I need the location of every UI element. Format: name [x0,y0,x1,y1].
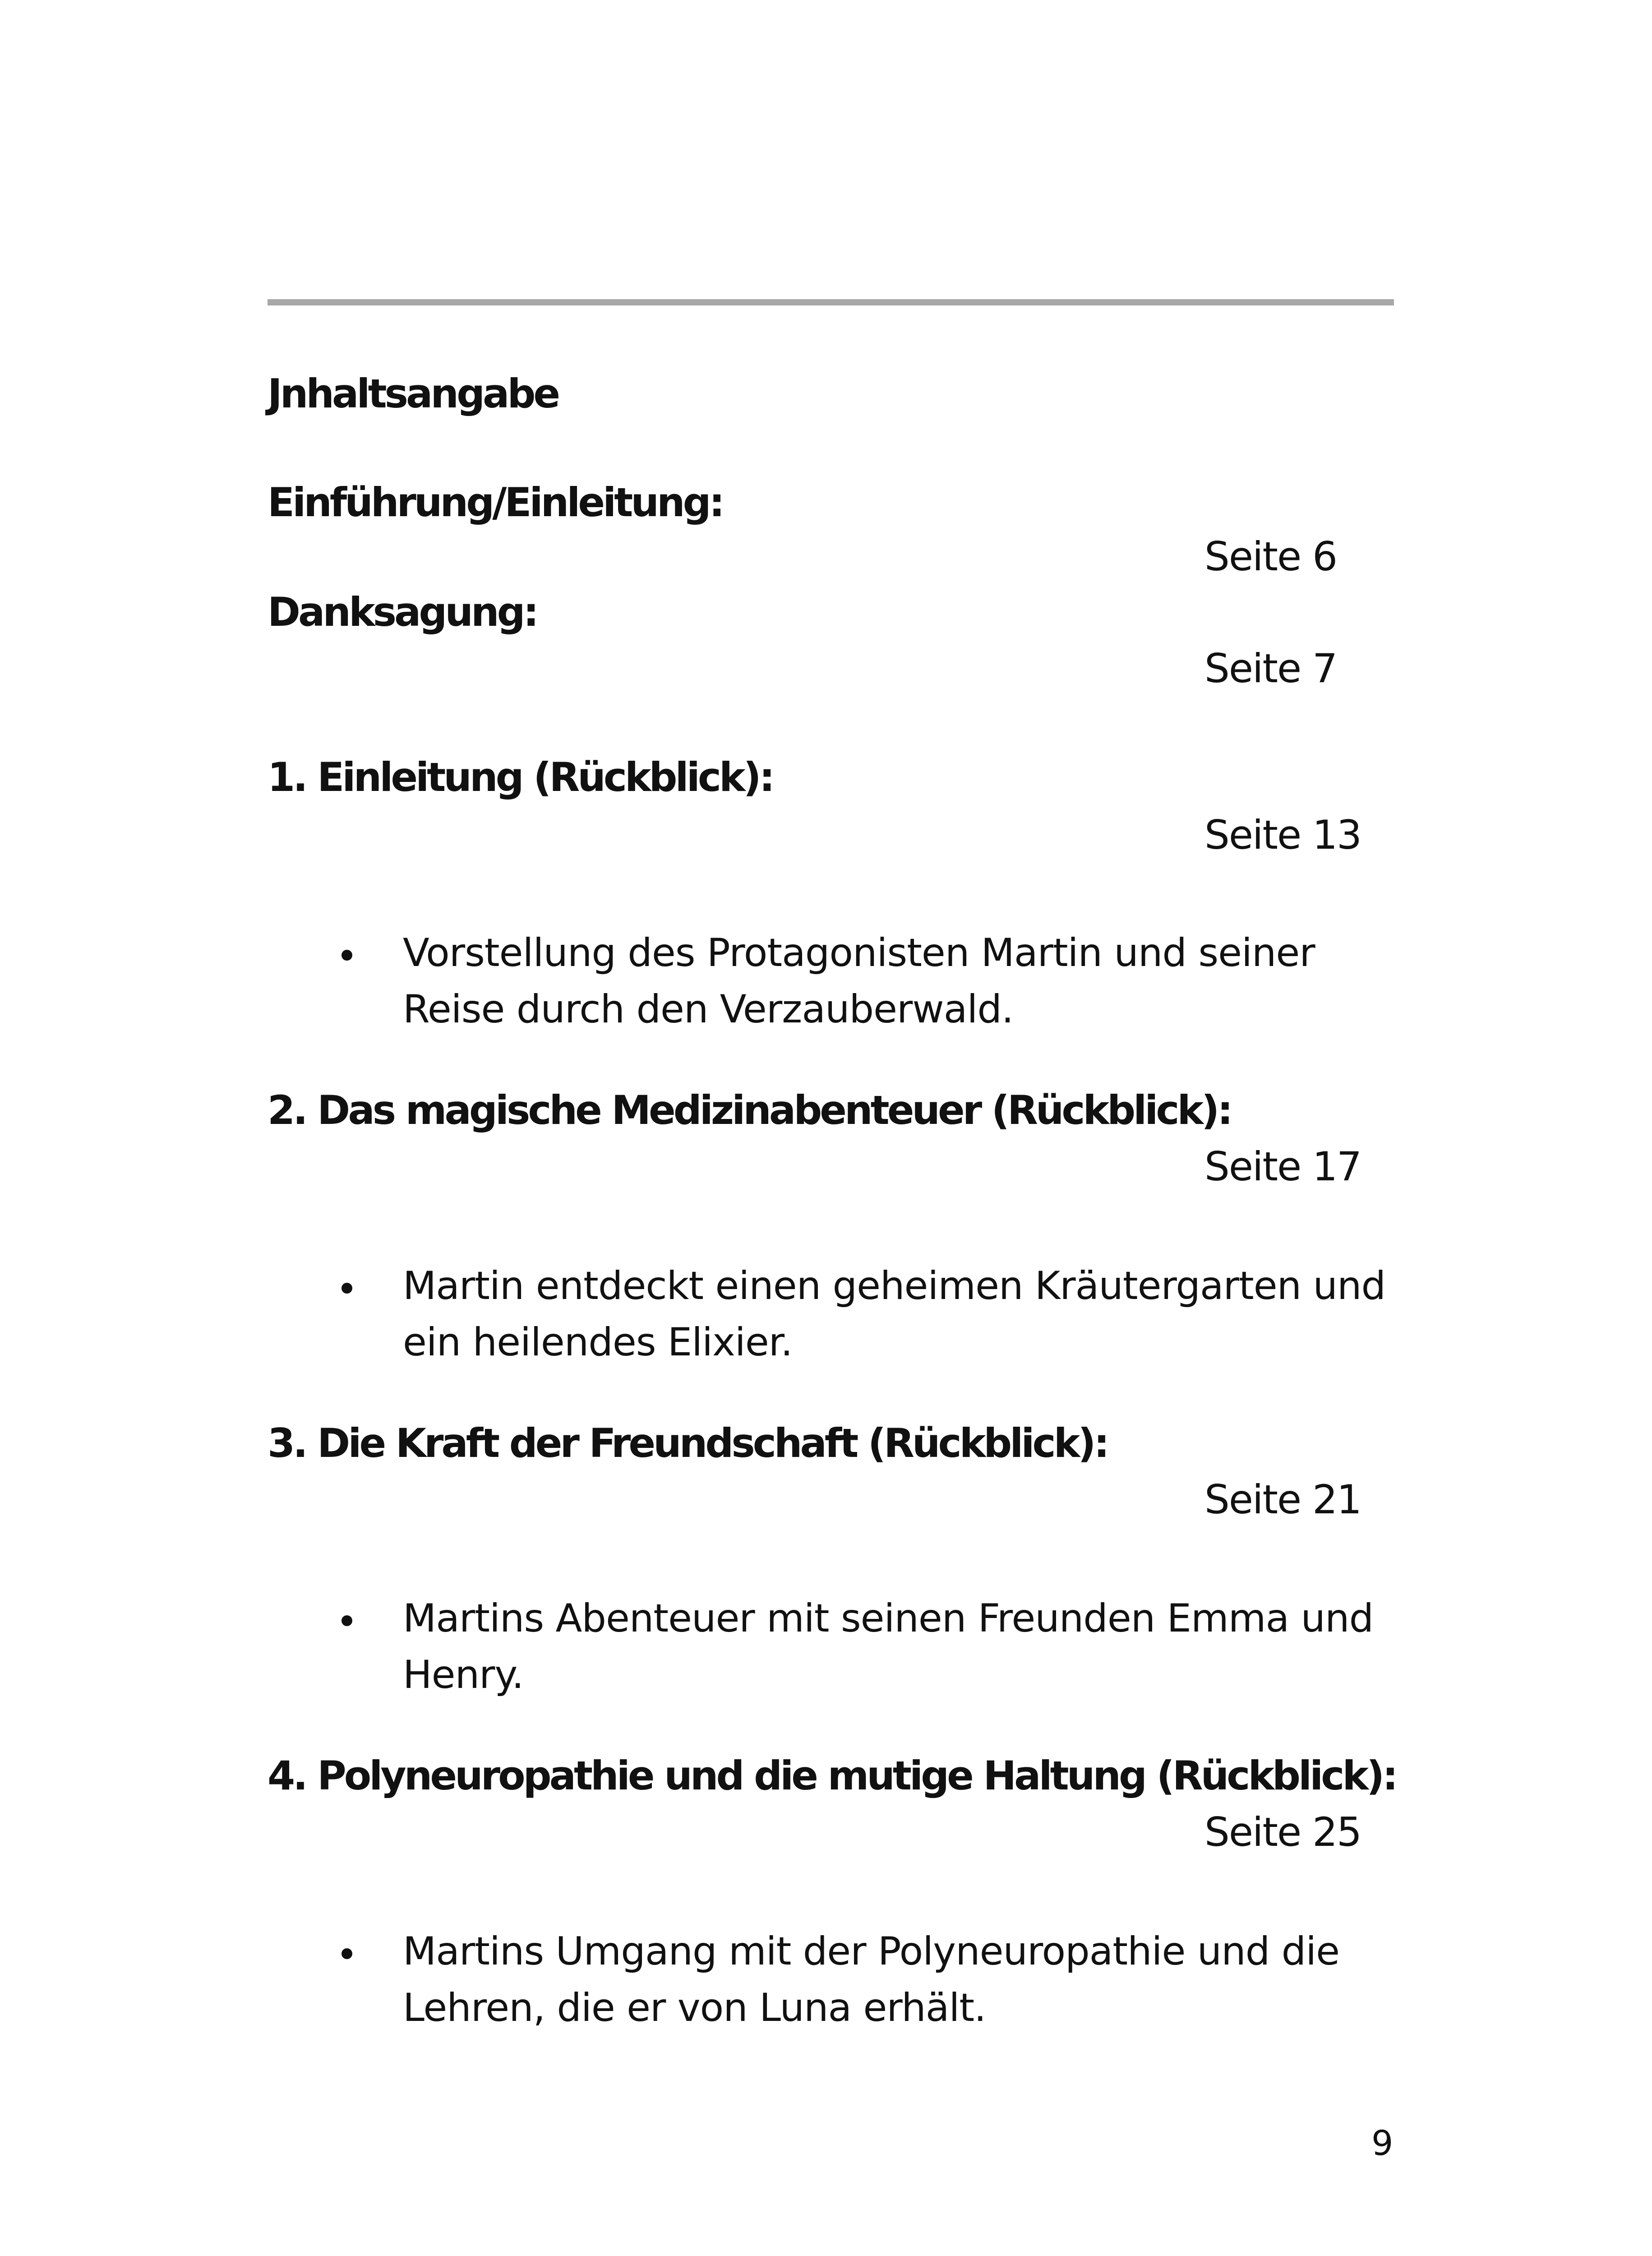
thanks-heading: Danksagung: [268,589,537,635]
chapter-3-heading: 3. Die Kraft der Freundschaft (Rückblick): [268,1420,1107,1466]
chapter-2-summary: Martin entdeckt einen geheimen Kräutergarten und ein heilendes Elixier. [403,1263,1386,1365]
intro-heading: Einführung/Einleitung: [268,479,723,526]
intro-page-ref: Seite 6 [1204,533,1337,580]
chapter-3-bullet-icon [341,1615,352,1626]
chapter-3-page-ref: Seite 21 [1204,1476,1361,1523]
chapter-4-bullet-icon [341,1948,352,1959]
chapter-2-bullet-icon [341,1283,352,1294]
thanks-page-ref: Seite 7 [1204,645,1337,692]
chapter-4-summary: Martins Umgang mit der Polyneuropathie und die Lehren, die er von Luna erhält. [403,1929,1340,2030]
header-rule [268,299,1394,305]
toc-title: Jnhaltsangabe [268,370,558,417]
page-number: 9 [1371,2123,1394,2163]
chapter-1-page-ref: Seite 13 [1204,812,1361,858]
chapter-2-heading: 2. Das magische Medizinabenteuer (Rückblick): [268,1087,1231,1133]
chapter-4-heading: 4. Polyneuropathie und die mutige Haltung (Rückblick): [268,1752,1396,1799]
chapter-2-page-ref: Seite 17 [1204,1143,1361,1190]
chapter-4-page-ref: Seite 25 [1204,1809,1361,1855]
chapter-1-summary: Vorstellung des Protagonisten Martin und seiner Reise durch den Verzauberwald. [403,930,1315,1032]
chapter-1-heading: 1. Einleitung (Rückblick): [268,754,773,800]
chapter-3-summary: Martins Abenteuer mit seinen Freunden Emma und Henry. [403,1596,1374,1697]
chapter-1-bullet-icon [341,950,352,961]
